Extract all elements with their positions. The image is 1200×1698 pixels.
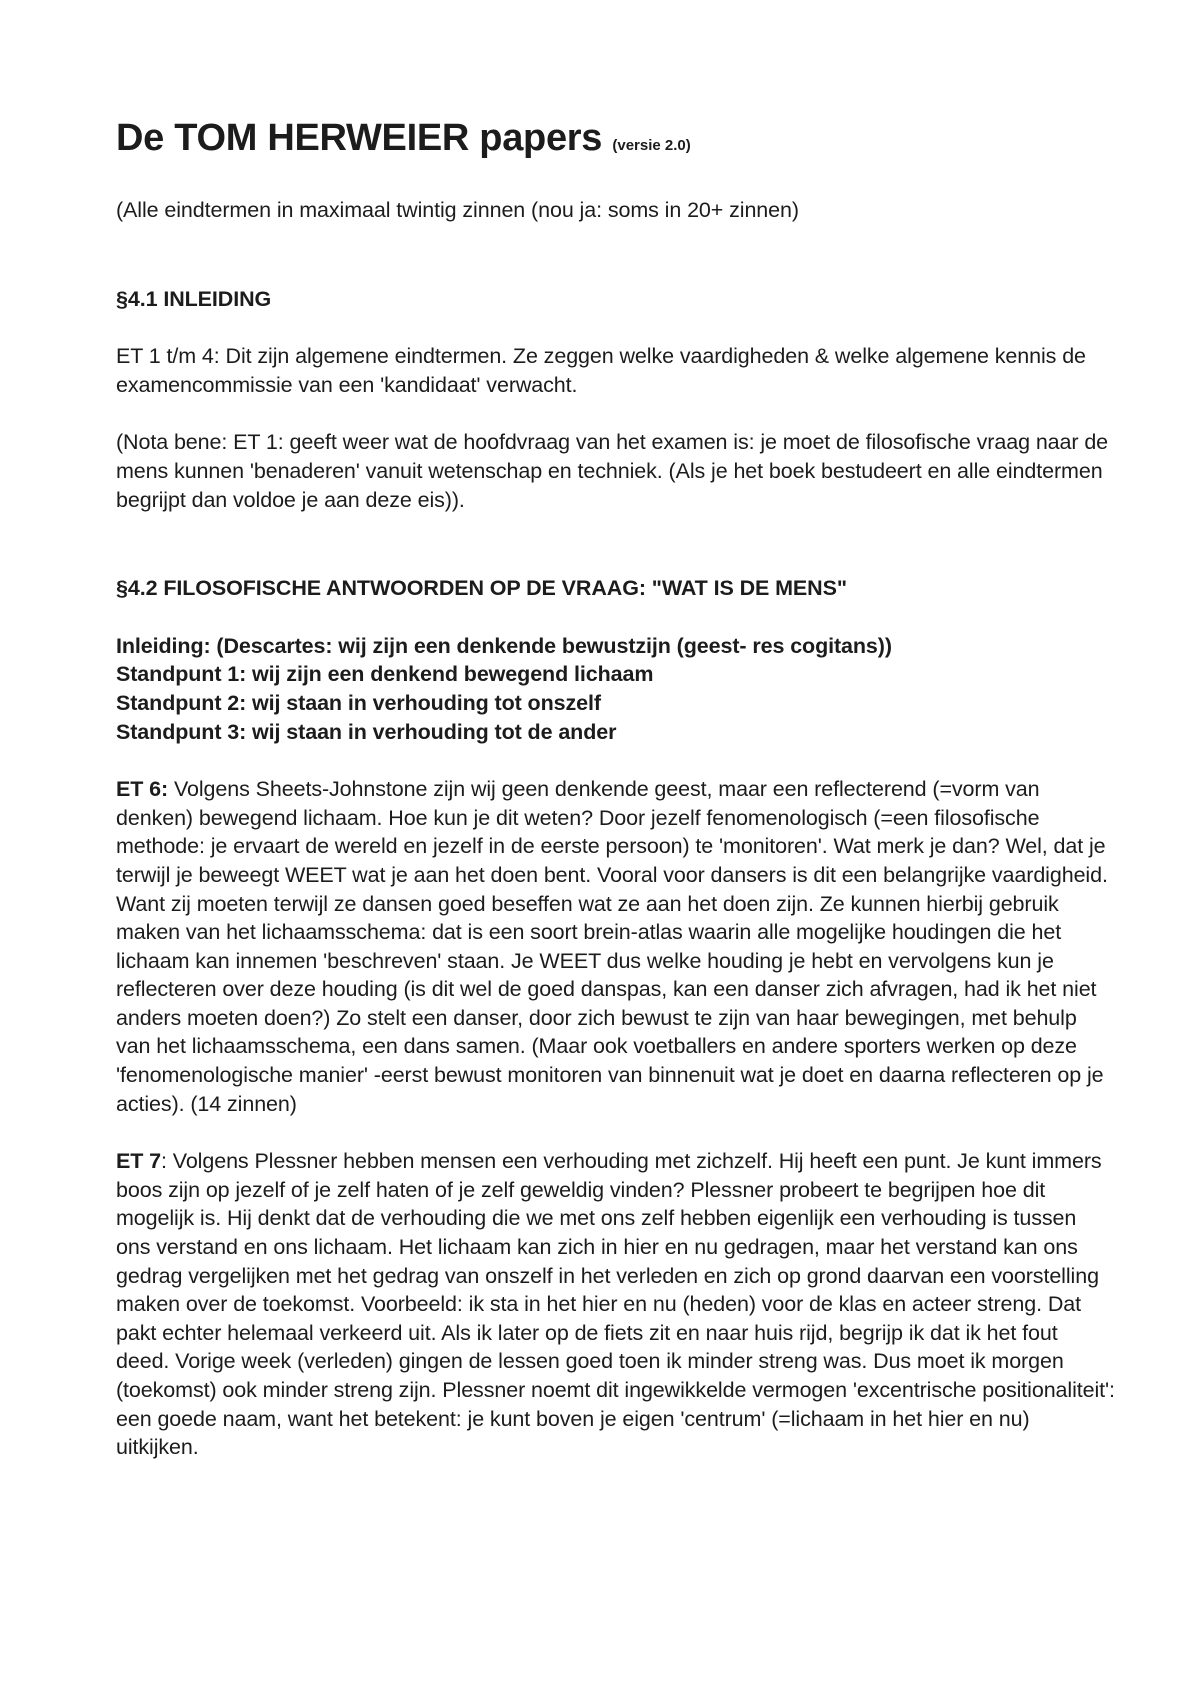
standpunten-list (116, 632, 1116, 746)
et6-text: Volgens Sheets-Johnstone zijn wij geen denkende geest, maar een reflecterend (=vorm van denken) bewegend lichaam. Hoe kun je dit weten? Door jezelf fenomenologisch (=een filosofische methode: je ervaart de wereld en jezelf in de eerste persoon) te 'monitoren'. Wat merk je dan? Wel, dat je terwijl je beweegt WEET wat je aan het doen bent. Vooral voor dansers is dit een belangrijke vaardigheid. Want zij moeten terwijl ze dansen goed beseffen wat ze aan het doen zijn. Ze kunnen hierbij gebruik maken van het lichaamsschema: dat is een soort brein-atlas waarin alle mogelijke houdingen die het lichaam kan innemen 'beschreven' staan. Je WEET dus welke houding je hebt en vervolgens kun je reflecteren over deze houding (is dit wel de goed danspas, kan een danser zich afvragen, had ik het niet anders moeten doen?) Zo stelt een danser, door zich bewust te zijn van haar bewegingen, met behulp van het lichaamsschema, een dans samen. (Maar ook voetballers en andere sporters werken op deze 'fenomenologische manier' -eerst bewust monitoren van binnenuit wat je doet en daarna reflecteren op je acties). (14 zinnen) (116, 777, 1108, 1116)
title-text: De TOM HERWEIER papers (116, 117, 603, 159)
paragraph-et-6 (116, 775, 1116, 1118)
standpunt-3: Standpunt 3: wij staan in verhouding tot de ander (116, 719, 617, 744)
standpunt-2: Standpunt 2: wij staan in verhouding tot onszelf (116, 690, 601, 715)
paragraph-nota-bene: (Nota bene: ET 1: geeft weer wat de hoofdvraag van het examen is: je moet de filosofische vraag naar de mens kunnen 'benaderen' vanuit wetenschap en techniek. (Als je het boek bestudeert en alle eindtermen begrijpt dan voldoe je aan deze eis)). (116, 430, 1109, 512)
et7-label: ET 7 (116, 1149, 162, 1174)
document-page (116, 112, 1116, 1462)
et7-text: : Volgens Plessner hebben mensen een verhouding met zichzelf. Hij heeft een punt. Je kunt immers boos zijn op jezelf of je zelf haten of je zelf geweldig vinden? Plessner probeert te begrijpen hoe dit mogelijk is. Hij denkt dat de verhouding die we met ons zelf hebben eigenlijk een verhouding is tussen ons verstand en ons lichaam. Het lichaam kan zich in hier en nu gedragen, maar het verstand kan ons gedrag vergelijken met het gedrag van onszelf in het verleden en zich op grond daarvan een voorstelling maken over de toekomst. Voorbeeld: ik sta in het hier en nu (heden) voor de klas en acteer streng. Dat pakt echter helemaal verkeerd uit. Als ik later op de fiets zit en naar huis rijd, begrijp ik dat ik het fout deed. Vorige week (verleden) gingen de lessen goed toen ik minder streng was. Dus moet ik morgen (toekomst) ook minder streng zijn. Plessner noemt dit ingewikkelde vermogen 'excentrische positionaliteit': een goede naam, want het betekent: je kunt boven je eigen 'centrum' (=lichaam in het hier en nu) uitkijken. (116, 1149, 1115, 1460)
standpunt-1: Standpunt 1: wij zijn een denkend bewegend lichaam (116, 662, 654, 687)
section-heading-4-2: §4.2 FILOSOFISCHE ANTWOORDEN OP DE VRAAG: "WAT IS DE MENS" (116, 576, 847, 601)
paragraph-et-1-4: ET 1 t/m 4: Dit zijn algemene eindtermen. Ze zeggen welke vaardigheden & welke algemene kennis de examencommissie van een 'kandidaat' verwacht. (116, 344, 1086, 397)
subtitle-text: (Alle eindtermen in maximaal twintig zinnen (nou ja: soms in 20+ zinnen) (116, 198, 799, 222)
standpunt-inleiding: Inleiding: (Descartes: wij zijn een denkende bewustzijn (geest- res cogitans)) (116, 633, 892, 658)
version-label: (versie 2.0) (612, 137, 691, 154)
paragraph-et-7 (116, 1147, 1116, 1462)
section-heading-4-1: §4.1 INLEIDING (116, 286, 272, 311)
document-title (116, 112, 1116, 172)
et6-label: ET 6: (116, 777, 169, 802)
